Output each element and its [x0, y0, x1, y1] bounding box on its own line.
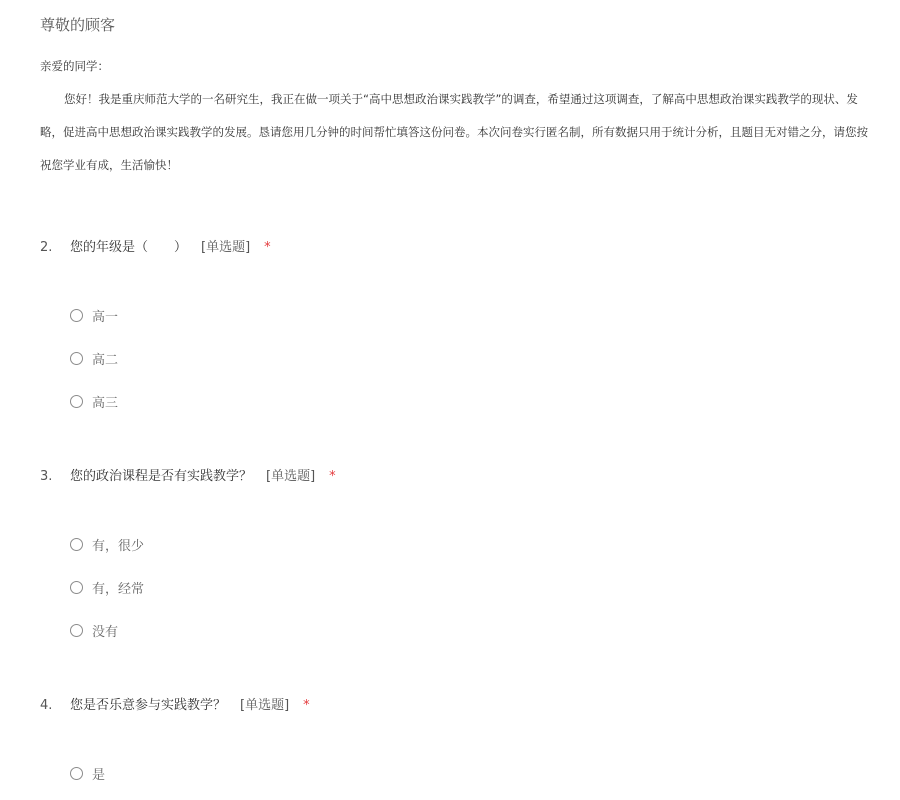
option-label: 高二: [92, 353, 119, 368]
survey-intro-line: 略，促进高中思想政治课实践教学的发展。恳请您用几分钟的时间帮忙填答这份问卷。本次问卷实行匿名制，所有数据只用于统计分析，且题目无对错之分，请您按: [40, 125, 868, 139]
required-marker: *: [264, 240, 271, 255]
required-marker: *: [329, 469, 336, 484]
radio-circle-icon[interactable]: [70, 309, 83, 322]
question-text: 您是否乐意参与实践教学？: [70, 698, 227, 713]
question-4-title: [40, 694, 310, 713]
survey-greeting: 亲爱的同学：: [40, 59, 109, 73]
required-marker: *: [303, 698, 310, 713]
radio-option-grade-1[interactable]: [70, 306, 118, 325]
radio-circle-icon[interactable]: [70, 538, 83, 551]
question-type-label: [单选题]: [240, 698, 290, 713]
question-type-label: [单选题]: [201, 240, 251, 255]
option-label: 有，很少: [92, 539, 145, 554]
question-2-title: [40, 236, 271, 255]
option-label: 没有: [92, 625, 119, 640]
option-label: 有，经常: [92, 582, 145, 597]
survey-intro-line: 您好！我是重庆师范大学的一名研究生，我正在做一项关于“高中思想政治课实践教学”的调查，希望通过这项调查，了解高中思想政治课实践教学的现状、发: [64, 92, 858, 106]
survey-title: 尊敬的顾客: [40, 16, 116, 34]
option-label: 高一: [92, 310, 119, 325]
radio-option-grade-3[interactable]: [70, 392, 118, 411]
question-number: 4.: [40, 698, 53, 713]
radio-circle-icon[interactable]: [70, 395, 83, 408]
question-type-label: [单选题]: [266, 469, 316, 484]
radio-option-grade-2[interactable]: [70, 349, 118, 368]
question-text: 您的年级是（ ）: [70, 240, 188, 255]
option-label: 是: [92, 768, 106, 783]
question-3-title: [40, 465, 336, 484]
question-number: 3.: [40, 469, 53, 484]
radio-option-willing-yes[interactable]: [70, 764, 105, 783]
radio-option-practice-none[interactable]: [70, 621, 118, 640]
radio-option-practice-rarely[interactable]: [70, 535, 144, 554]
survey-intro-line: 祝您学业有成，生活愉快！: [40, 158, 178, 172]
question-text: 您的政治课程是否有实践教学？: [70, 469, 253, 484]
option-label: 高三: [92, 396, 119, 411]
radio-circle-icon[interactable]: [70, 767, 83, 780]
radio-circle-icon[interactable]: [70, 624, 83, 637]
question-number: 2.: [40, 240, 53, 255]
radio-circle-icon[interactable]: [70, 581, 83, 594]
radio-circle-icon[interactable]: [70, 352, 83, 365]
radio-option-practice-often[interactable]: [70, 578, 144, 597]
